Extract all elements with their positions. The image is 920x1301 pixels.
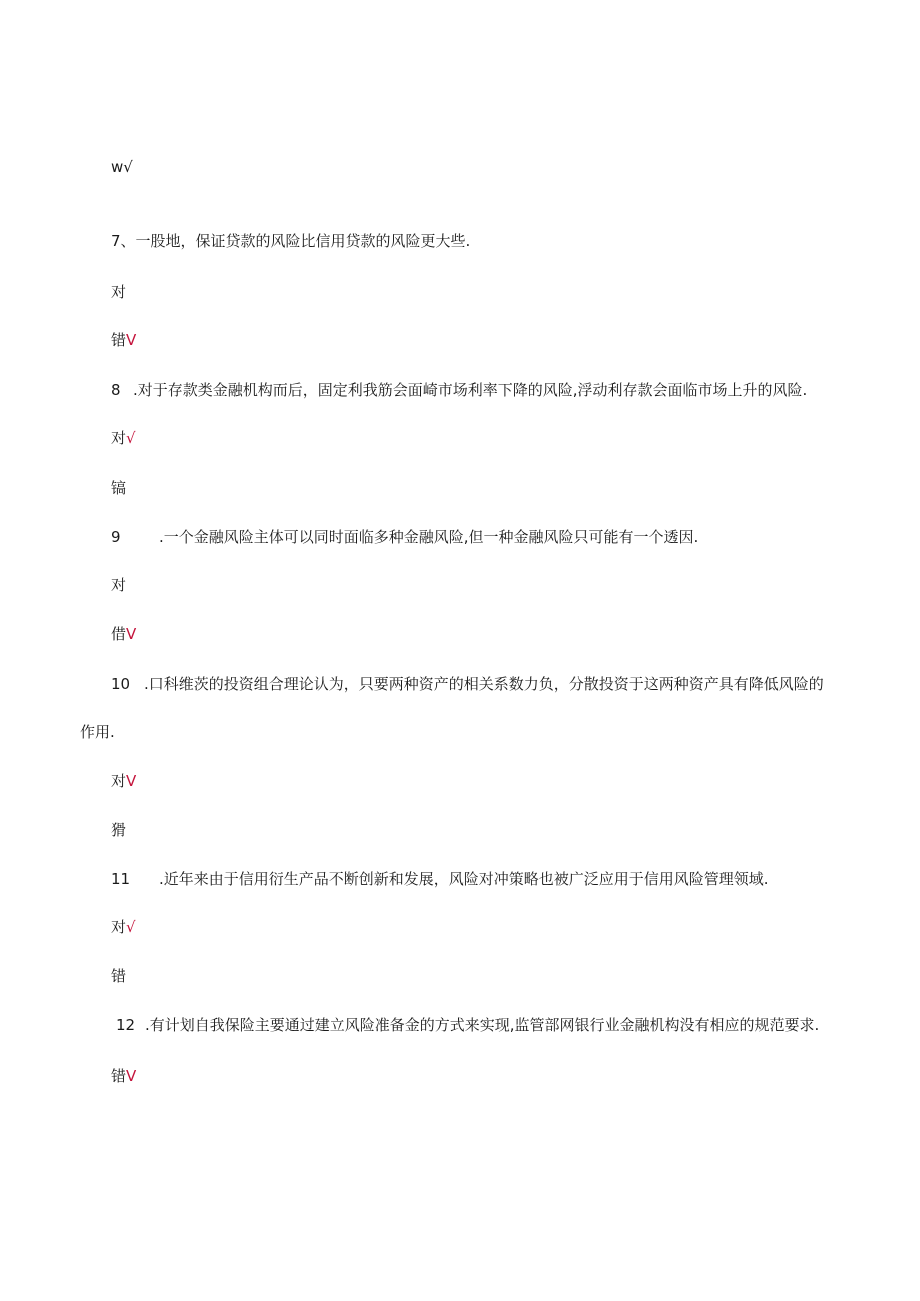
check-mark-icon: V [126, 772, 137, 790]
answer-option [111, 917, 136, 937]
check-mark-icon: V [126, 1067, 137, 1085]
answer-option [111, 428, 136, 448]
option-label: 猾 [111, 821, 127, 839]
question-11 [111, 869, 769, 889]
answer-option [111, 330, 136, 350]
check-mark-icon: √ [126, 918, 136, 936]
answer-option [111, 820, 126, 840]
question-number: 9 [111, 528, 121, 546]
check-mark-icon: V [126, 625, 137, 643]
question-text: 一股地，保证贷款的风险比信用贷款的风险更大些. [135, 232, 471, 250]
answer-option [111, 624, 136, 644]
question-text-continuation: 作用. [80, 723, 115, 741]
answer-option [111, 575, 126, 595]
check-mark-icon: √ [126, 429, 136, 447]
option-label: 镐 [111, 479, 127, 497]
check-mark-icon: √ [123, 158, 133, 176]
question-number: 8 [111, 381, 121, 399]
option-label: w [111, 158, 124, 176]
question-8 [111, 380, 807, 400]
answer-option [111, 771, 136, 791]
answer-option [111, 478, 126, 498]
question-text: .口科维茨的投资组合理论认为，只要两种资产的相关系数力负，分散投资于这两种资产具有降低风险的 [144, 675, 824, 693]
question-number: 7、 [111, 232, 136, 250]
question-number: 10 [111, 675, 131, 693]
question-text: .对于存款类金融机构而后，固定利我筋会面崎市场利率下降的风险,浮动利存款会面临市场上升的风险. [133, 381, 808, 399]
question-text: .有计划自我保险主要通过建立风险准备金的方式来实现,监管部网银行业金融机构没有相应的规范要求. [145, 1016, 820, 1034]
option-label: 对 [111, 283, 127, 301]
question-7 [111, 231, 470, 251]
option-label: 对 [111, 918, 127, 936]
answer-option [111, 157, 133, 177]
question-10 [111, 674, 824, 694]
option-label: 错 [111, 1067, 127, 1085]
question-text: .近年来由于信用衍生产品不断创新和发展，风险对冲策略也被广泛应用于信用风险管理领域. [159, 870, 769, 888]
question-12 [116, 1015, 819, 1035]
option-label: 错 [111, 967, 127, 985]
question-9 [111, 527, 698, 547]
option-label: 对 [111, 429, 127, 447]
answer-option [111, 1066, 136, 1086]
option-label: 借 [111, 625, 127, 643]
option-label: 错 [111, 331, 127, 349]
answer-option [111, 282, 126, 302]
check-mark-icon: V [126, 331, 137, 349]
option-label: 对 [111, 576, 127, 594]
question-text: .一个金融风险主体可以同时面临多种金融风险,但一种金融风险只可能有一个透因. [159, 528, 699, 546]
answer-option [111, 966, 126, 986]
option-label: 对 [111, 772, 127, 790]
question-number: 12 [116, 1016, 136, 1034]
question-number: 11 [111, 870, 131, 888]
